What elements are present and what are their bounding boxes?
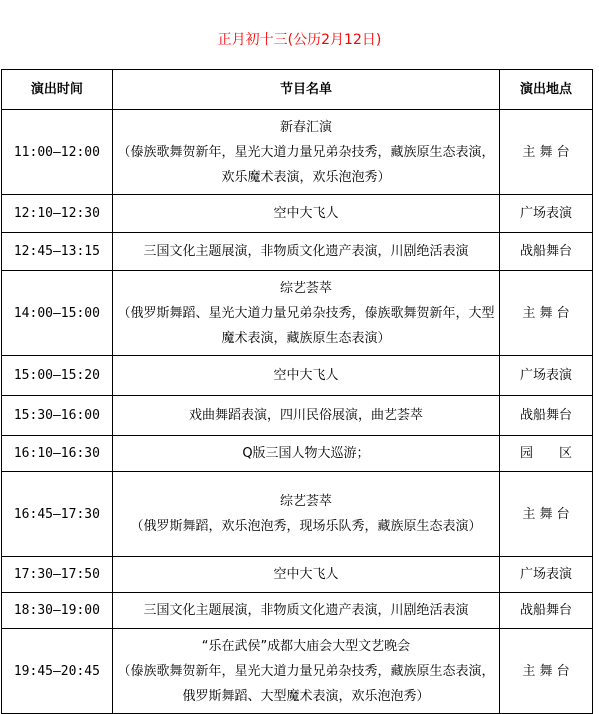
- row-time: 11:00—12:00: [2, 110, 113, 195]
- program-title: “乐在武侯”成都大庙会大型文艺晚会: [201, 638, 411, 654]
- program-detail: （傣族歌舞贺新年，星光大道力量兄弟杂技秀，藏族原生态表演，俄罗斯舞蹈、大型魔术表演，欢乐泡泡秀）: [117, 663, 495, 704]
- row-time: 16:45—17:30: [2, 472, 113, 557]
- header-program: 节目名单: [112, 70, 499, 110]
- program-title: 综艺荟萃: [279, 280, 332, 296]
- program-title: 综艺荟萃: [279, 494, 332, 509]
- row-location: 广场表演: [500, 195, 593, 233]
- row-location: 园 区: [500, 436, 593, 472]
- program-detail: （傣族歌舞贺新年，星光大道力量兄弟杂技秀，藏族原生态表演，欢乐魔术表演，欢乐泡泡秀）: [117, 144, 495, 185]
- table-header-row: [2, 70, 593, 110]
- row-location: 战船舞台: [500, 233, 593, 271]
- row-program: [112, 436, 499, 472]
- program-detail: （俄罗斯舞蹈，欢乐泡泡秀，现场乐队秀，藏族原生态表演）: [130, 519, 482, 534]
- header-location: 演出地点: [500, 70, 593, 110]
- row-time: 19:45—20:45: [2, 629, 113, 714]
- row-program: [112, 233, 499, 271]
- program-title: 空中大飞人: [273, 368, 339, 383]
- program-title: 新春汇演: [279, 119, 332, 135]
- program-title: 空中大飞人: [273, 567, 339, 582]
- row-location: 广场表演: [500, 557, 593, 593]
- row-time: 18:30—19:00: [2, 593, 113, 629]
- table-row: [2, 557, 593, 593]
- row-location: 主 舞 台: [500, 629, 593, 714]
- row-location: 战船舞台: [500, 593, 593, 629]
- row-program: [112, 629, 499, 714]
- page-title: 正月初十三(公历2月12日): [217, 32, 382, 48]
- header-time: 演出时间: [2, 70, 113, 110]
- program-title: 空中大飞人: [273, 206, 339, 221]
- table-row: [2, 356, 593, 396]
- row-time: 14:00—15:00: [2, 271, 113, 356]
- table-row: [2, 472, 593, 557]
- table-row: [2, 593, 593, 629]
- row-location: 战船舞台: [500, 396, 593, 436]
- table-row: [2, 110, 593, 195]
- row-program: [112, 271, 499, 356]
- schedule-table: [1, 69, 593, 714]
- row-location: 主 舞 台: [500, 472, 593, 557]
- row-location: 主 舞 台: [500, 271, 593, 356]
- program-title: 戏曲舞蹈表演，四川民俗展演，曲艺荟萃: [188, 408, 423, 423]
- row-time: 16:10—16:30: [2, 436, 113, 472]
- row-time: 15:30—16:00: [2, 396, 113, 436]
- table-row: [2, 396, 593, 436]
- row-location: 主 舞 台: [500, 110, 593, 195]
- row-time: 12:10—12:30: [2, 195, 113, 233]
- table-row: [2, 271, 593, 356]
- table-row: [2, 195, 593, 233]
- row-program: [112, 110, 499, 195]
- program-detail: （俄罗斯舞蹈、星光大道力量兄弟杂技秀，傣族歌舞贺新年，大型魔术表演，藏族原生态表演）: [117, 305, 495, 346]
- table-row: [2, 233, 593, 271]
- row-time: 17:30—17:50: [2, 557, 113, 593]
- program-title: Q版三国人物大巡游；: [242, 446, 370, 461]
- row-program: [112, 356, 499, 396]
- row-time: 12:45—13:15: [2, 233, 113, 271]
- row-program: [112, 557, 499, 593]
- table-row: [2, 436, 593, 472]
- row-program: [112, 195, 499, 233]
- program-title: 三国文化主题展演，非物质文化遗产表演，川剧绝活表演: [143, 603, 469, 618]
- program-title: 三国文化主题展演，非物质文化遗产表演，川剧绝活表演: [143, 244, 469, 259]
- row-program: [112, 472, 499, 557]
- row-location: 广场表演: [500, 356, 593, 396]
- row-program: [112, 396, 499, 436]
- row-program: [112, 593, 499, 629]
- row-time: 15:00—15:20: [2, 356, 113, 396]
- table-row: [2, 629, 593, 714]
